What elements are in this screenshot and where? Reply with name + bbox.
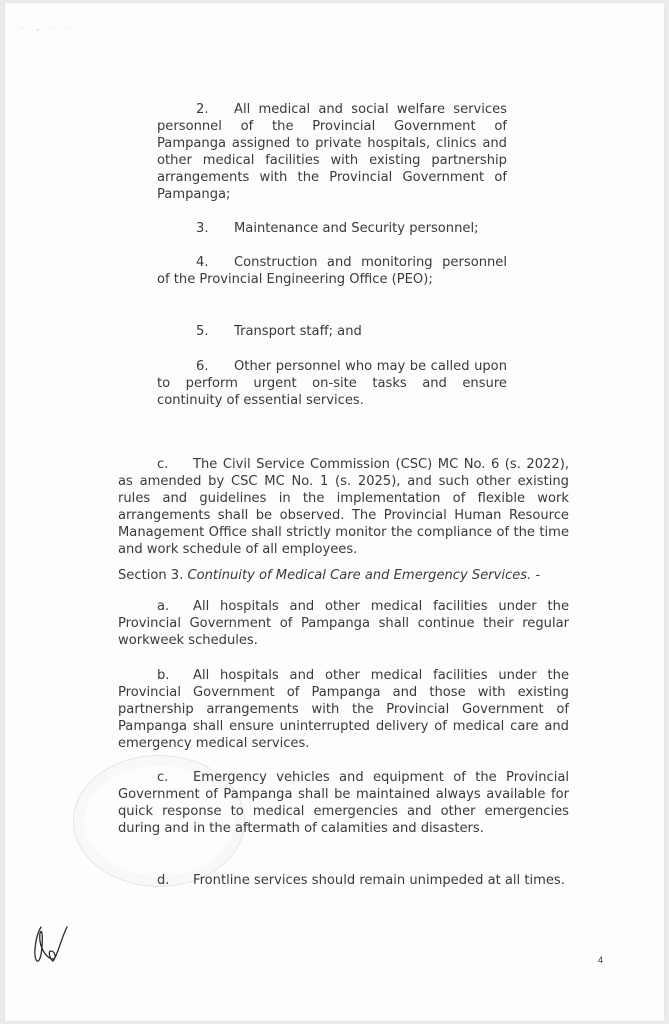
paragraph-text: Emergency vehicles and equipment of the Provincial Government of Pampanga shall be maintained always available for quick response to medical emergencies and other emergencies during and in the aftermath of calamities and disasters.: [118, 770, 569, 836]
paragraph-letter: d.: [157, 873, 170, 888]
signature-initials-icon: [31, 921, 86, 966]
section-label: Section 3.: [118, 568, 184, 583]
list-text: Other personnel who may be called upon to perform urgent on-site tasks and ensure continuity of essential services.: [157, 359, 507, 408]
scan-artifacts: · ‚ · ·: [21, 25, 77, 32]
paragraph-letter: b.: [157, 668, 170, 683]
section-3-heading: [118, 567, 569, 584]
paragraph-letter: a.: [157, 599, 170, 614]
paragraph-text: All hospitals and other medical facilities under the Provincial Government of Pampanga and those with existing partnership arrangements with the Provincial Government of Pampanga shall ensure uninterrupted delivery of medical care and emergency medical services.: [118, 668, 569, 751]
list-text: Maintenance and Security personnel;: [234, 221, 479, 236]
list-number: 3.: [196, 221, 209, 236]
list-text: Transport staff; and: [234, 324, 362, 339]
section-3-item-c: [118, 769, 569, 837]
list-number: 5.: [196, 324, 209, 339]
paragraph-text: The Civil Service Commission (CSC) MC No. 6 (s. 2022), as amended by CSC MC No. 1 (s. 2025), and such other existing rules and guidelines in the implementation of flexible work arrangements shall be observed. The Provincial Human Resource Management Office shall strictly monitor the compliance of the time and work schedule of all employees.: [118, 457, 569, 557]
list-item-6: [157, 358, 507, 409]
list-text: Construction and monitoring personnel of the Provincial Engineering Office (PEO);: [157, 255, 507, 287]
document-page: [5, 3, 664, 1021]
list-item-5: [157, 323, 507, 340]
list-number: 2.: [196, 102, 209, 117]
section-3-item-b: [118, 667, 569, 752]
section-3-item-d: [118, 872, 569, 889]
list-number: 4.: [196, 255, 209, 270]
list-item-3: [157, 220, 507, 237]
paragraph-letter: c.: [157, 770, 169, 785]
section-3-item-a: [118, 598, 569, 649]
paragraph-c-csc: [118, 456, 569, 558]
list-item-2: [157, 101, 507, 203]
list-item-4: [157, 254, 507, 288]
list-number: 6.: [196, 359, 209, 374]
paragraph-text: Frontline services should remain unimpeded at all times.: [193, 873, 565, 888]
list-text: All medical and social welfare services personnel of the Provincial Government of Pampanga assigned to private hospitals, clinics and other medical facilities with existing partnership arrangements with the Provincial Government of Pampanga;: [157, 102, 507, 202]
section-title: Continuity of Medical Care and Emergency Services.: [187, 568, 532, 583]
page-number: 4: [598, 955, 604, 965]
paragraph-letter: c.: [157, 457, 169, 472]
paragraph-text: All hospitals and other medical facilities under the Provincial Government of Pampanga shall continue their regular workweek schedules.: [118, 599, 569, 648]
section-suffix: -: [531, 568, 541, 583]
